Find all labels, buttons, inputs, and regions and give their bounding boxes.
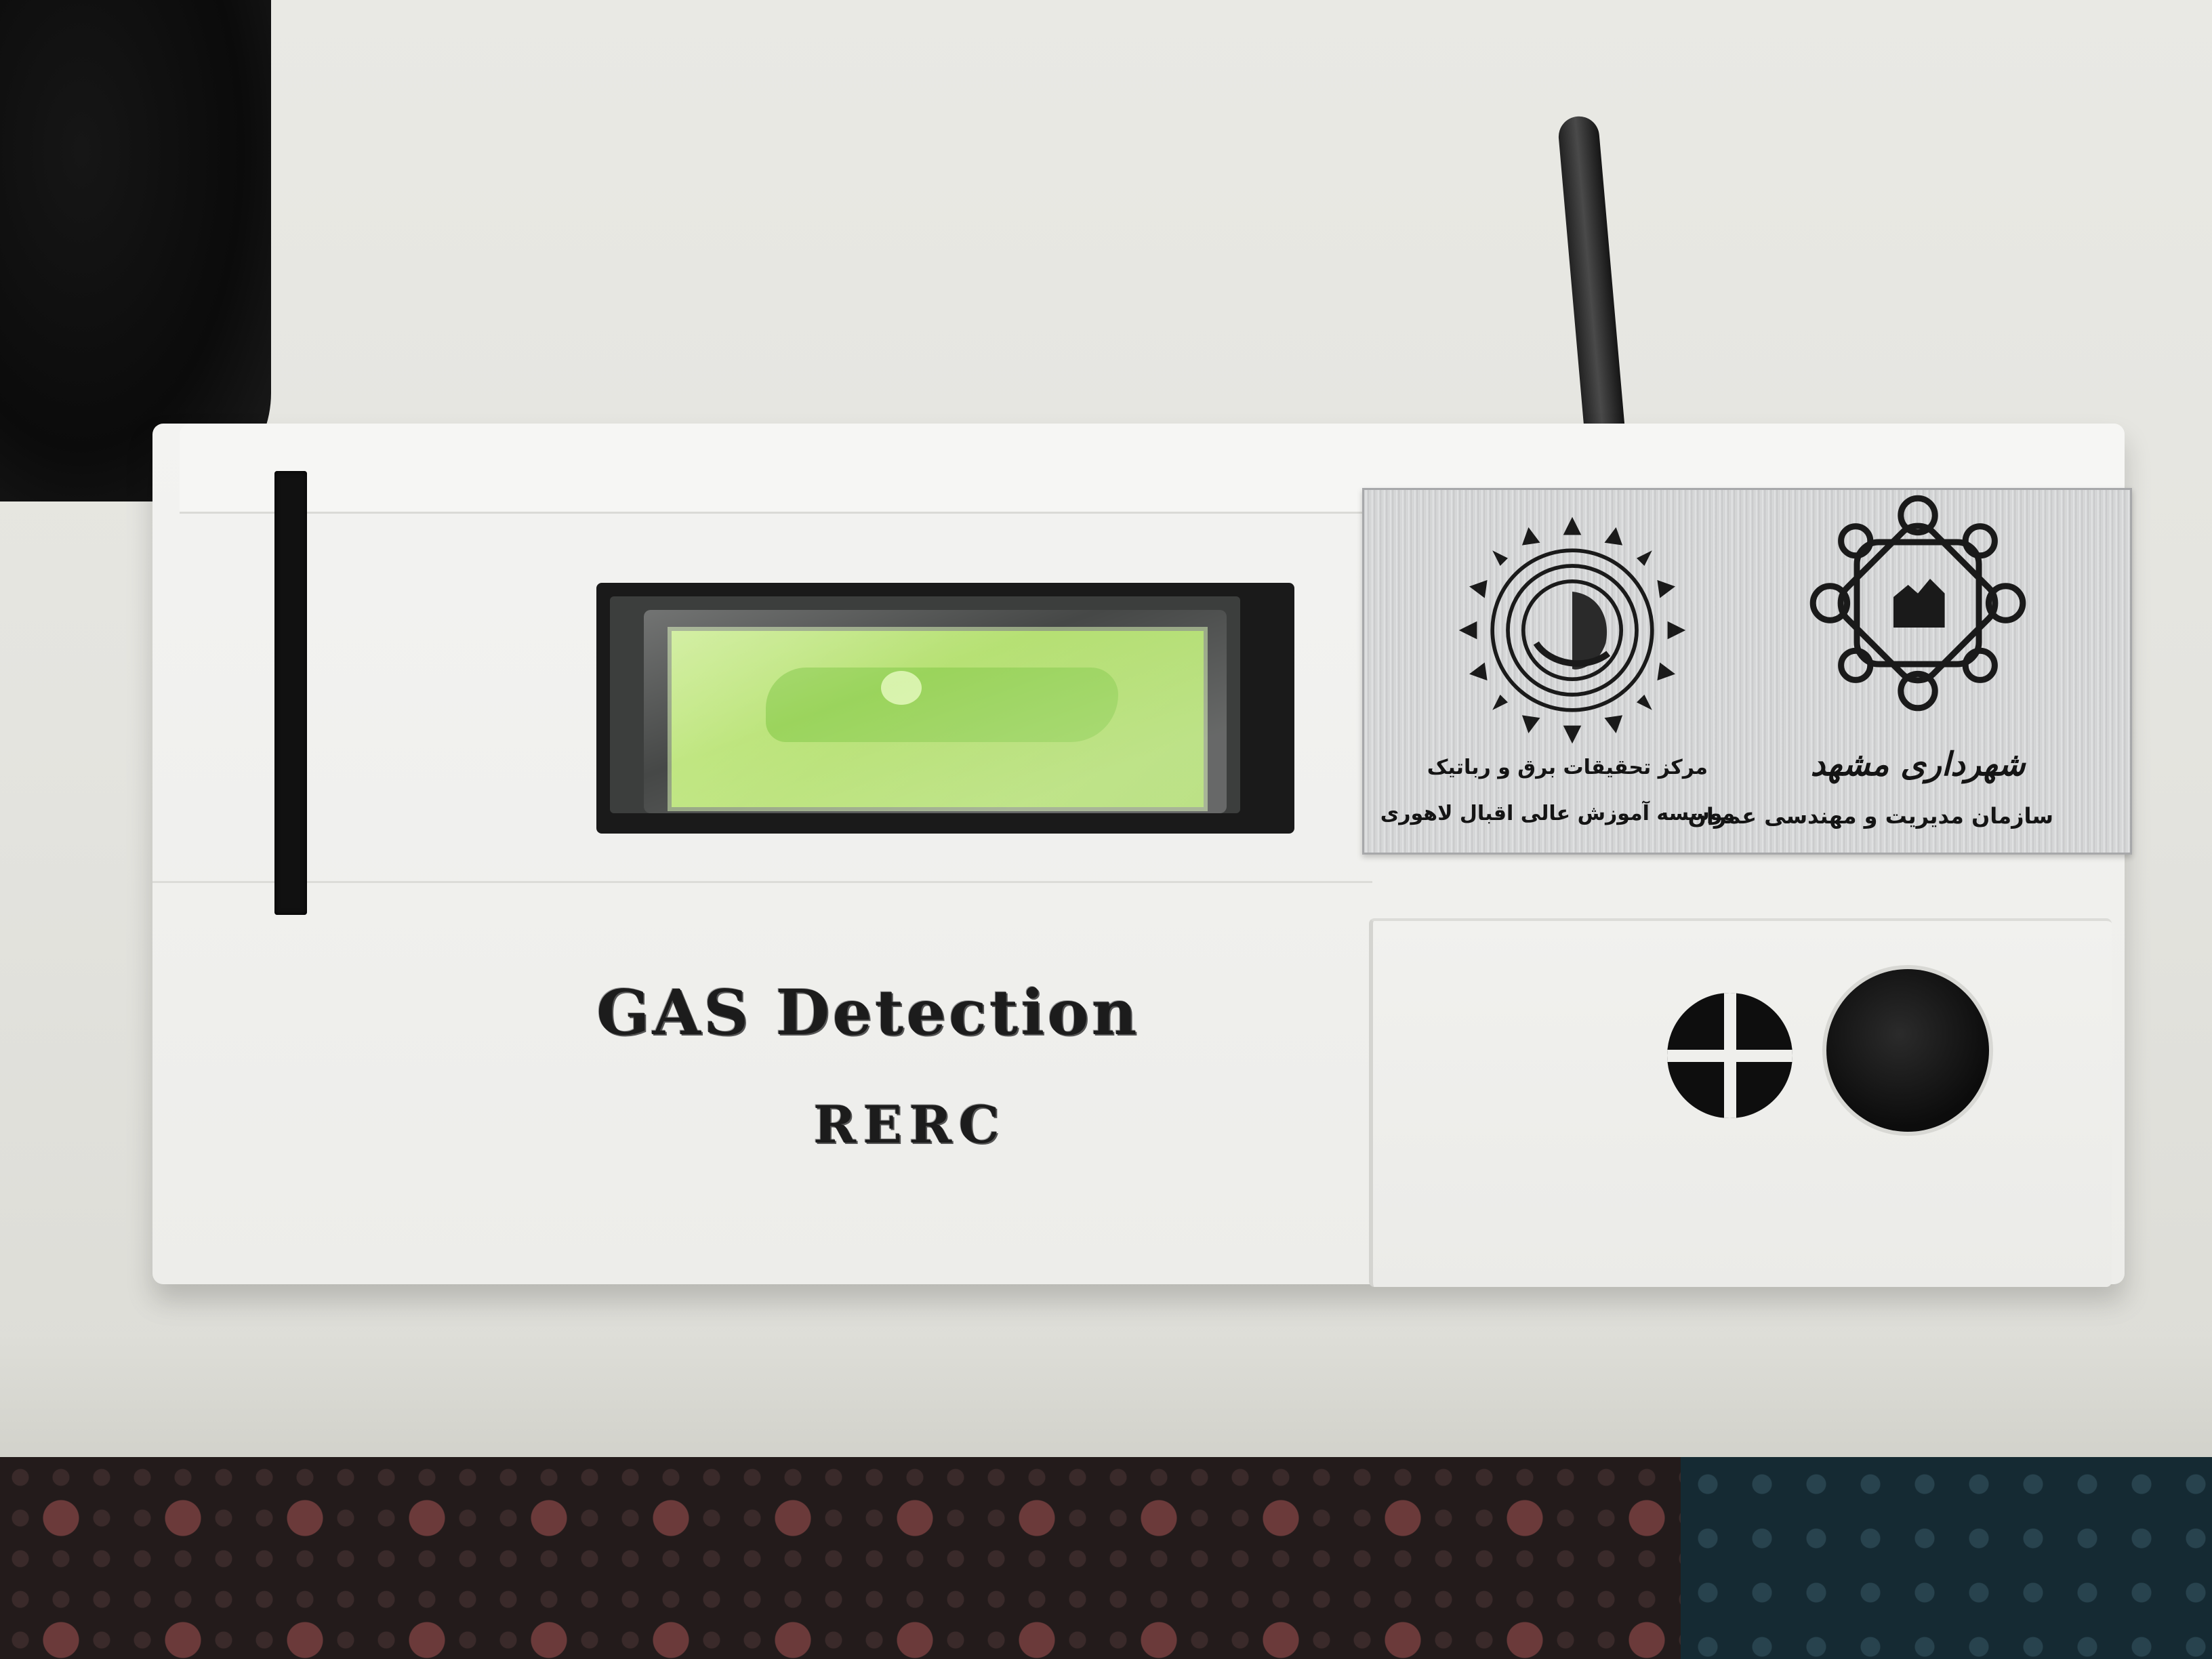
plate-right-line: سازمان مدیریت و مهندسی عمران — [1687, 803, 2053, 829]
device-seam — [152, 881, 1372, 883]
device-label-sub: RERC — [813, 1094, 1006, 1155]
plate-left-line1: مرکز تحقیقات برق و رباتیک — [1427, 756, 1708, 779]
carpet-blue-area — [1681, 1457, 2212, 1659]
buzzer-icon — [1826, 969, 1989, 1132]
gear-emblem-icon — [1443, 501, 1701, 759]
desk-edge — [0, 1332, 2212, 1461]
vent-bar-vertical — [1724, 993, 1736, 1118]
plate-left-line2: موسسه آموزش عالی اقبال لاهوری — [1380, 802, 1735, 825]
device-label-main: GAS Detection — [596, 976, 1140, 1049]
plate-right-title: شهرداری مشهد — [1810, 745, 2026, 783]
star-emblem-icon — [1796, 481, 2040, 725]
card-slot — [274, 471, 307, 915]
lcd-protective-film — [644, 610, 1227, 813]
speaker-vent-icon — [1667, 993, 1793, 1118]
